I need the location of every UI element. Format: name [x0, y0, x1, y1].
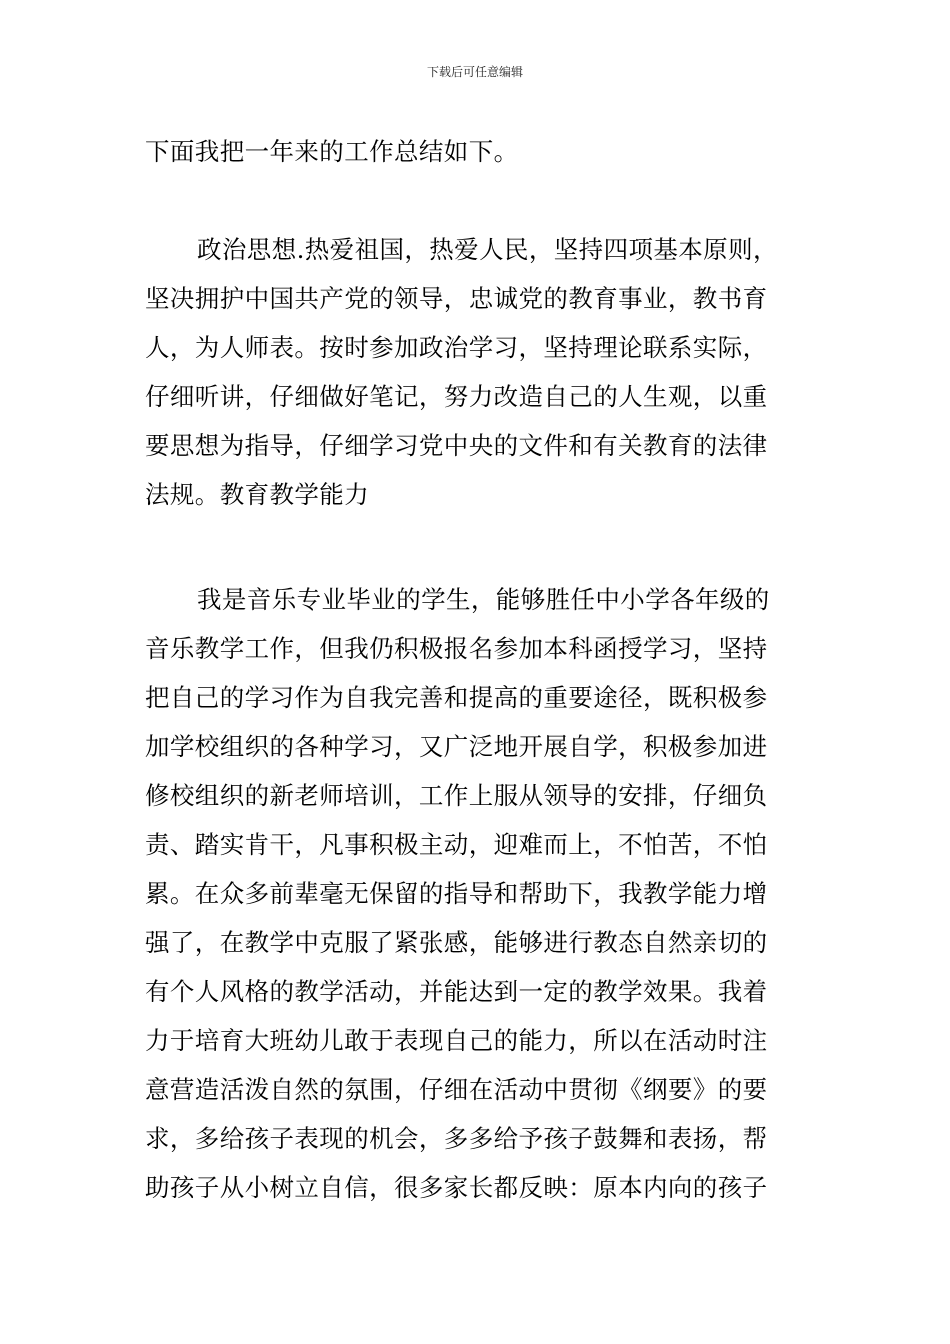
- paragraph-line: 力于培育大班幼儿敢于表现自己的能力，所以在活动时注: [145, 1026, 768, 1055]
- page-header: 下载后可任意编辑: [426, 65, 523, 79]
- paragraph-line: 意营造活泼自然的氛围，仔细在活动中贯彻《纲要》的要: [145, 1075, 768, 1104]
- paragraph-line: 有个人风格的教学活动，并能达到一定的教学效果。我着: [145, 977, 768, 1006]
- paragraph-line: 求，多给孩子表现的机会，多多给予孩子鼓舞和表扬，帮: [145, 1124, 768, 1153]
- paragraph-line: 政治思想.热爱祖国，热爱人民，坚持四项基本原则，: [197, 235, 778, 264]
- paragraph-line: 把自己的学习作为自我完善和提高的重要途径，既积极参: [145, 683, 768, 712]
- paragraph-line: 强了，在教学中克服了紧张感，能够进行教态自然亲切的: [145, 928, 768, 957]
- paragraph-line: 助孩子从小树立自信，很多家长都反映：原本内向的孩子: [145, 1173, 768, 1202]
- paragraph-line: 要思想为指导，仔细学习党中央的文件和有关教育的法律: [145, 431, 768, 460]
- paragraph-political-thought: [145, 225, 805, 519]
- paragraph-line: 法规。教育教学能力: [145, 480, 370, 509]
- paragraph-line: 人，为人师表。按时参加政治学习，坚持理论联系实际，: [145, 333, 768, 362]
- paragraph-line: 我是音乐专业毕业的学生，能够胜任中小学各年级的: [197, 585, 770, 614]
- paragraph-line: 音乐教学工作，但我仍积极报名参加本科函授学习，坚持: [145, 634, 768, 663]
- paragraph-intro: [145, 127, 805, 176]
- paragraph-line: 下面我把一年来的工作总结如下。: [145, 137, 519, 166]
- paragraph-line: 修校组织的新老师培训，工作上服从领导的安排，仔细负: [145, 781, 768, 810]
- paragraph-teaching-ability: [145, 575, 805, 1212]
- paragraph-line: 加学校组织的各种学习，又广泛地开展自学，积极参加进: [145, 732, 768, 761]
- paragraph-line: 仔细听讲，仔细做好笔记，努力改造自己的人生观，以重: [145, 382, 768, 411]
- paragraph-line: 责、踏实肯干，凡事积极主动，迎难而上，不怕苦，不怕: [145, 830, 768, 859]
- paragraph-line: 坚决拥护中国共产党的领导，忠诚党的教育事业，教书育: [145, 284, 768, 313]
- paragraph-line: 累。在众多前辈毫无保留的指导和帮助下，我教学能力增: [145, 879, 768, 908]
